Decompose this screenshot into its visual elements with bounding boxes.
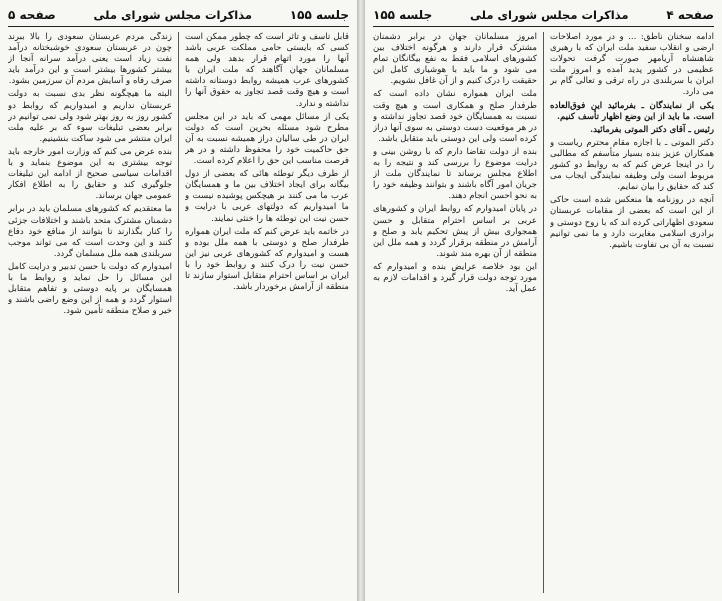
paragraph: بنده از دولت تقاضا دارم که با روشن بینی و درایت موضوع را بررسی کند و نتیجه را به اطلاع مجلس برساند تا نمایندگان ملت از جریان امور آگاه باشند و بتوانند وظیفه خود را به نحو احسن انجام دهند. [373, 146, 537, 202]
paragraph: ملت ایران همواره نشان داده است که طرفدار صلح و همکاری است و هیچ وقت نسبت به همسایگان خود قصد تجاوز نداشته و در هر موقعیت دست دوستی به سوی آنها دراز کرده است ولی این دوستی باید متقابل باشد. [373, 89, 537, 144]
page-number: صفحه ۴ [666, 8, 714, 22]
page-header [8, 4, 349, 27]
book-gutter [357, 0, 365, 601]
paragraph: قابل تأسف و تأثر است که چطور ممکن است کسی که بایستی حامی مملکت عربی باشد آنها را مورد اتهام قرار بدهد ولی همه مسلمانان جهان آگاهند که ملت ایران با کشورهای عرب همیشه روابط دوستانه داشته است و هیچ وقت قصد تجاوز به حقوق آنها را نداشته و ندارد. [185, 32, 349, 109]
text-columns [8, 32, 349, 593]
page-header [373, 4, 714, 27]
page-title: مذاکرات مجلس شورای ملی [93, 8, 252, 22]
speaker-line: یکی از نمایندگان ـ بفرمائید این فوق‌العاده است. ما باید از این وضع اظهار تأسف کنیم. [550, 100, 714, 122]
session-label: جلسه ۱۵۵ [289, 8, 349, 22]
paragraph: ما معتقدیم که کشورهای مسلمان باید در برابر دشمنان مشترک متحد باشند و اختلافات جزئی را کنار بگذارند تا بتوانند از منافع خود دفاع کنند و این وحدت است که می تواند موجب سربلندی همه ملل مسلمان گردد. [8, 204, 172, 259]
column-divider [543, 32, 544, 593]
column-left [8, 32, 172, 593]
page-4 [365, 0, 722, 601]
paragraph: این بود خلاصه عرایض بنده و امیدوارم که مورد توجه دولت قرار گیرد و اقدامات لازم به عمل آید. [373, 261, 537, 295]
paragraph: امروز مسلمانان جهان در برابر دشمنان مشترک قرار دارند و هرگونه اختلاف بین کشورهای اسلامی فقط به نفع بیگانگان تمام می شود و ما باید با هوشیاری کامل این حقیقت را درک کنیم و از آن غافل نشویم. [373, 32, 537, 87]
text-columns [373, 32, 714, 593]
paragraph: امیدوارم که دولت با حسن تدبیر و درایت کامل این مسائل را حل نماید و روابط ما با همسایگان بر پایه دوستی و تفاهم متقابل استوار گردد و همه از این وضع راضی باشند و خیر و صلاح منطقه تأمین شود. [8, 261, 172, 317]
paragraph: در پایان امیدوارم که روابط ایران و کشورهای عربی بر اساس احترام متقابل و حسن همجواری بیش از پیش تحکیم یابد و صلح و آرامش در منطقه برقرار گردد و همه ملل این منطقه از آن بهره مند شوند. [373, 204, 537, 259]
speaker-line: رئیس ـ آقای دکتر الموتی بفرمائید. [590, 124, 714, 135]
paragraph: یکی از مسائل مهمی که باید در این مجلس مطرح شود مسئله بحرین است که دولت ایران در طی سالیان دراز همیشه نسبت به آن حق حاکمیت خود را محفوظ داشته و در هر فرصت مناسب این حق را اعلام کرده است. [185, 111, 349, 167]
page-title: مذاکرات مجلس شورای ملی [470, 8, 629, 22]
paragraph: دکتر الموتی ـ با اجازه مقام محترم ریاست و همکاران عزیز بنده بسیار متأسفم که مطالبی را در اینجا عرض کنم که به روابط دو کشور مربوط است ولی وظیفه نمایندگی ایجاب می کند که حقایق را بیان نمایم. [550, 137, 714, 193]
column-left [373, 32, 537, 593]
paragraph: البته ما هیچگونه نظر بدی نسبت به دولت عربستان نداریم و امیدواریم که روابط دو کشور روز به روز بهتر شود ولی نمی توانیم در برابر بعضی تبلیغات سوء که بر علیه ملت ایران منتشر می شود ساکت بنشینیم. [8, 89, 172, 144]
page-5 [0, 0, 357, 601]
page-number: صفحه ۵ [8, 8, 56, 22]
column-right [185, 32, 349, 593]
paragraph: زندگی مردم عربستان سعودی را بالا ببرند چون در عربستان سعودی خوشبختانه درآمد نفت زیاد است یعنی درآمد سرانه آنجا از بیشتر کشورها بیشتر است و این درآمد باید صرف رفاه و آسایش مردم آن سرزمین بشود. [8, 32, 172, 87]
column-right [550, 32, 714, 593]
column-divider [178, 32, 179, 593]
paragraph: در خاتمه باید عرض کنم که ملت ایران همواره طرفدار صلح و دوستی با همه ملل بوده و هست و امیدوارم که کشورهای عربی نیز این حسن نیت را درک کنند و روابط خود را با ایران بر اساس احترام متقابل استوار سازند تا منطقه از آرامش برخوردار باشد. [185, 226, 349, 293]
paragraph: ادامه سخنان ناطق: ... و در مورد اصلاحات ارضی و انقلاب سفید ملت ایران که با رهبری شاهنشاه آریامهر صورت گرفت تحولات عظیمی در کشور پدید آمده و امروز ملت ایران با سربلندی در راه ترقی و تعالی گام بر می دارد. [550, 32, 714, 98]
paragraph: از طرف دیگر توطئه هائی که بعضی از دول بیگانه برای ایجاد اختلاف بین ما و همسایگان عرب ما می کنند بر هیچکس پوشیده نیست و ما امیدواریم که دولتهای عربی با درایت و حسن نیت این توطئه ها را خنثی نمایند. [185, 169, 349, 224]
paragraph: آنچه در روزنامه ها منعکس شده است حاکی از این است که بعضی از مقامات عربستان سعودی اظهاراتی کرده اند که با روح دوستی و برادری اسلامی مغایرت دارد و ما نمی توانیم نسبت به آن بی تفاوت باشیم. [550, 195, 714, 250]
session-label: جلسه ۱۵۵ [373, 8, 433, 22]
paragraph: بنده عرض می کنم که وزارت امور خارجه باید توجه بیشتری به این موضوع بنماید و با اقدامات سیاسی صحیح از ادامه این تبلیغات جلوگیری کند و حقایق را به اطلاع افکار عمومی جهان برساند. [8, 146, 172, 202]
